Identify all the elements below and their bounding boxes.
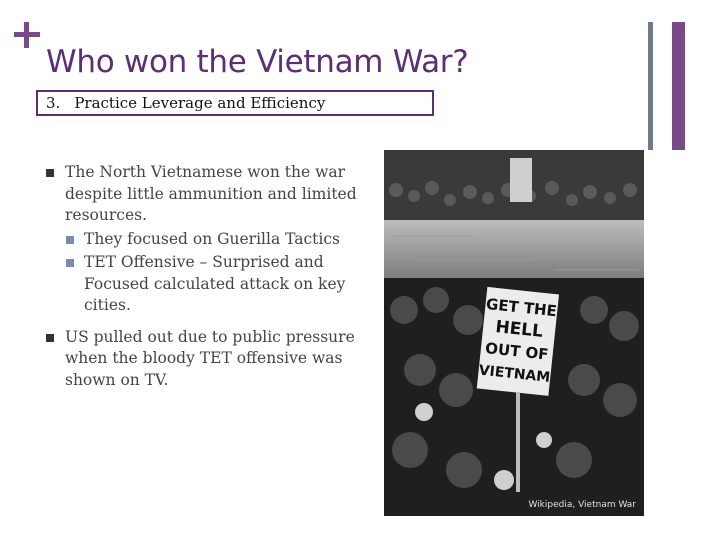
- subtitle-box: [36, 90, 434, 116]
- protest-photo: [384, 150, 644, 516]
- sign-line-3: OUT OF: [484, 339, 550, 364]
- sign-line-4: VIETNAM: [477, 362, 551, 386]
- decorative-bar-purple: [672, 22, 685, 150]
- plus-icon: [14, 22, 40, 48]
- bullet-text: US pulled out due to public pressure when the bloody TET offensive was shown on TV.: [65, 327, 355, 389]
- square-bullet-icon: [46, 334, 54, 342]
- subtitle-number: 3.: [46, 94, 61, 112]
- bullet-item: [44, 162, 364, 227]
- bullet-list: [44, 162, 364, 391]
- square-bullet-icon: [66, 236, 74, 244]
- photo-credit: Wikipedia, Vietnam War: [528, 500, 636, 510]
- square-bullet-icon: [46, 169, 54, 177]
- sign-line-1: GET THE: [485, 294, 558, 321]
- sub-bullet-item: [44, 252, 364, 317]
- subtitle-text: Practice Leverage and Efficiency: [74, 94, 326, 112]
- bullet-text: The North Vietnamese won the war despite little ammunition and limited resources.: [65, 163, 357, 224]
- decorative-bar-gray: [648, 22, 653, 150]
- bullet-item: [44, 327, 364, 392]
- sign-line-2: HELL: [494, 317, 544, 342]
- sub-bullet-item: [44, 229, 364, 251]
- slide-title: Who won the Vietnam War?: [46, 44, 469, 80]
- sub-bullet-text: TET Offensive – Surprised and Focused calculated attack on key cities.: [84, 253, 346, 314]
- sub-bullet-text: They focused on Guerilla Tactics: [84, 229, 340, 248]
- square-bullet-icon: [66, 259, 74, 267]
